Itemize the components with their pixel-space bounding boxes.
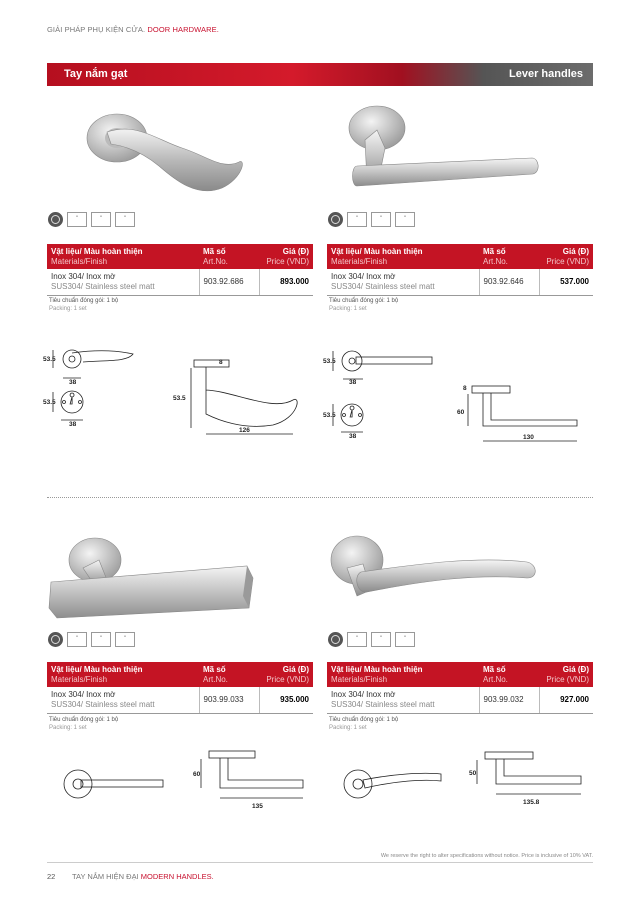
price-cell: 537.000 (539, 269, 593, 296)
dim-label: 8 (463, 385, 467, 392)
material-cell: Inox 304/ Inox mờ SUS304/ Stainless steel matt (47, 687, 199, 714)
spec-table (327, 662, 593, 714)
material-cert-icon: ▪▪ (347, 212, 367, 227)
header-en: DOOR HARDWARE. (147, 25, 219, 34)
section-divider (47, 497, 593, 498)
dim-label: 38 (349, 433, 357, 440)
footer-title-vn: TAY NẮM HIỆN ĐẠI (72, 872, 139, 881)
technical-drawing (43, 746, 309, 826)
product-photo (47, 520, 313, 625)
banner-title-en: Lever handles (509, 68, 583, 80)
material-cert-icon: ▪▪ (67, 212, 87, 227)
material-cell: Inox 304/ Inox mờ SUS304/ Stainless steel matt (327, 269, 479, 296)
footer-divider (47, 862, 593, 863)
packing-note: Tiêu chuẩn đóng gói: 1 bộ Packing: 1 set (329, 298, 399, 312)
dim-label: 53.5 (323, 412, 336, 419)
quality-cert-icon (328, 632, 343, 647)
spec-table (47, 662, 313, 714)
dim-label: 126 (239, 427, 250, 434)
material-cell: Inox 304/ Inox mờ SUS304/ Stainless steel matt (327, 687, 479, 714)
product-photo (327, 100, 593, 205)
finish-cert-icon: ▪▪ (371, 632, 391, 647)
dim-label: 135.8 (523, 799, 540, 806)
technical-drawing (323, 340, 589, 452)
col-price: Giá (Đ) Price (VND) (259, 662, 313, 687)
artno-cell: 903.92.686 (199, 269, 259, 296)
packing-note: Tiêu chuẩn đóng gói: 1 bộ Packing: 1 set (49, 298, 119, 312)
dim-label: 130 (523, 434, 534, 441)
col-material: Vật liệu/ Màu hoàn thiện Materials/Finish (47, 244, 199, 269)
dim-label: 60 (457, 409, 465, 416)
packing-note: Tiêu chuẩn đóng gói: 1 bộ Packing: 1 set (49, 717, 119, 731)
packing-note: Tiêu chuẩn đóng gói: 1 bộ Packing: 1 set (329, 717, 399, 731)
dim-label: 53.5 (43, 399, 56, 406)
size-cert-icon: ▪▪ (115, 632, 135, 647)
size-cert-icon: ▪▪ (395, 632, 415, 647)
material-cert-icon: ▪▪ (347, 632, 367, 647)
size-cert-icon: ▪▪ (115, 212, 135, 227)
price-disclaimer: We reserve the right to alter specifications without notice. Price is inclusive of 10% VAT. (380, 853, 593, 859)
dim-label: 135 (252, 803, 263, 810)
section-banner (47, 63, 593, 86)
dim-label: 50 (469, 770, 477, 777)
price-cell: 893.000 (259, 269, 313, 296)
header-vn: GIẢI PHÁP PHỤ KIỆN CỬA. (47, 25, 146, 34)
quality-cert-icon (48, 212, 63, 227)
cert-icons (328, 632, 415, 647)
footer-title-en: MODERN HANDLES. (140, 872, 214, 881)
page-number: 22 (47, 872, 56, 881)
cert-icons (48, 212, 135, 227)
dim-label: 53.5 (323, 358, 336, 365)
spec-table (47, 244, 313, 296)
size-cert-icon: ▪▪ (395, 212, 415, 227)
price-cell: 927.000 (539, 687, 593, 714)
product-photo (47, 100, 313, 205)
table-row (47, 269, 313, 296)
dim-label: 38 (349, 379, 357, 386)
technical-drawing (323, 746, 589, 826)
col-material: Vật liệu/ Màu hoàn thiện Materials/Finish (47, 662, 199, 687)
table-row (47, 687, 313, 714)
price-cell: 935.000 (259, 687, 313, 714)
header-label (47, 25, 219, 34)
dim-label: 38 (69, 379, 77, 386)
quality-cert-icon (48, 632, 63, 647)
finish-cert-icon: ▪▪ (91, 632, 111, 647)
table-row (327, 687, 593, 714)
material-cert-icon: ▪▪ (67, 632, 87, 647)
dim-label: 53.5 (173, 395, 186, 402)
col-material: Vật liệu/ Màu hoàn thiện Materials/Finish (327, 662, 479, 687)
dim-label: 60 (193, 771, 201, 778)
col-price: Giá (Đ) Price (VND) (259, 244, 313, 269)
col-price: Giá (Đ) Price (VND) (539, 662, 593, 687)
quality-cert-icon (328, 212, 343, 227)
banner-title-vn: Tay nắm gạt (64, 68, 128, 80)
dim-label: 8 (219, 359, 223, 366)
technical-drawing (43, 340, 309, 450)
artno-cell: 903.92.646 (479, 269, 539, 296)
material-cell: Inox 304/ Inox mờ SUS304/ Stainless steel matt (47, 269, 199, 296)
cert-icons (48, 632, 135, 647)
cert-icons (328, 212, 415, 227)
dim-label: 53.5 (43, 356, 56, 363)
col-artno: Mã số Art.No. (199, 662, 259, 687)
col-artno: Mã số Art.No. (479, 662, 539, 687)
finish-cert-icon: ▪▪ (91, 212, 111, 227)
artno-cell: 903.99.032 (479, 687, 539, 714)
spec-table (327, 244, 593, 296)
finish-cert-icon: ▪▪ (371, 212, 391, 227)
footer-title (72, 872, 214, 881)
col-price: Giá (Đ) Price (VND) (539, 244, 593, 269)
artno-cell: 903.99.033 (199, 687, 259, 714)
col-material: Vật liệu/ Màu hoàn thiện Materials/Finish (327, 244, 479, 269)
col-artno: Mã số Art.No. (479, 244, 539, 269)
col-artno: Mã số Art.No. (199, 244, 259, 269)
table-row (327, 269, 593, 296)
dim-label: 38 (69, 421, 77, 428)
product-photo (327, 520, 593, 625)
